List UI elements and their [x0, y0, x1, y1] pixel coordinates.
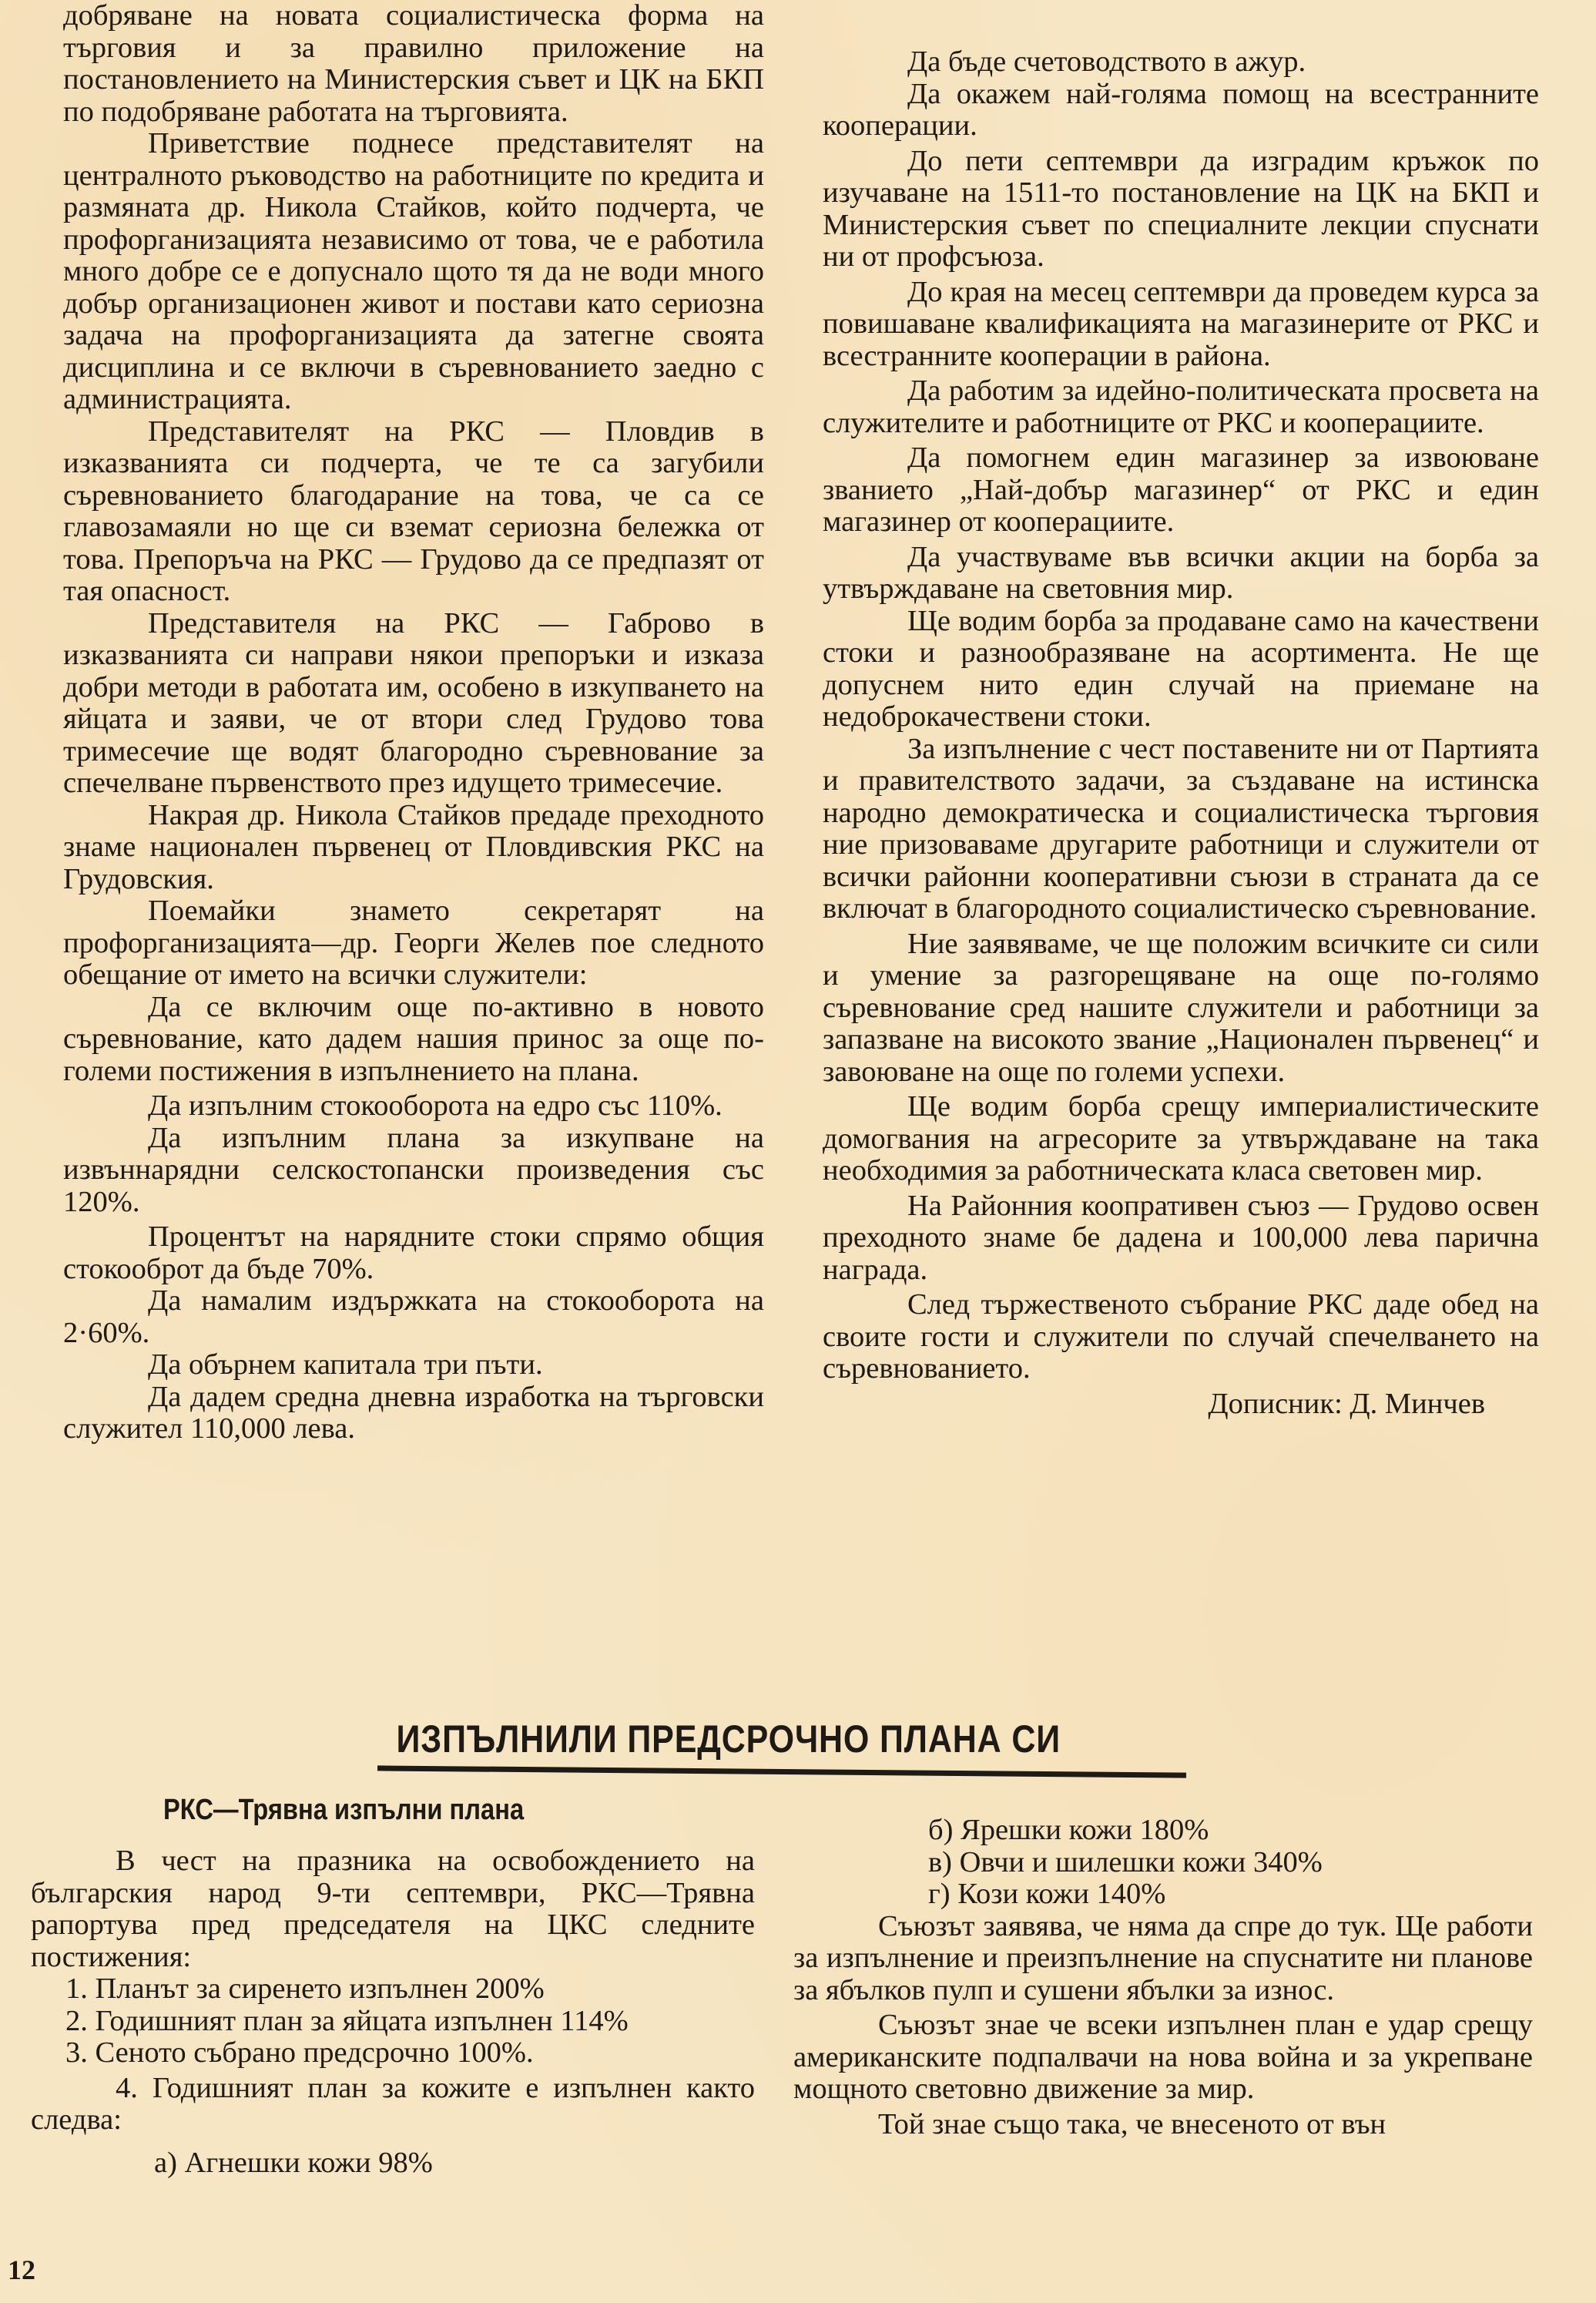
paragraph: Ще водим борба срещу империалистическите домогвания на агресорите за утвърждаване на така необходимия за работническата класа световен мир. [823, 1090, 1539, 1187]
paragraph: Представителят на РКС — Пловдив в изказванията си подчерта, че те са загубили съревнованието благодарание на това, че са се главозамаяли но ще си вземат сериозна бележка от това. Препоръча на РКС — Грудово да се предпазят от тая опасност. [63, 415, 764, 607]
article-left-column [63, 0, 764, 1445]
paragraph: Да се включим още по-активно в новото съревнование, като дадем нашия принос за още по-големи постижения в изпълнението на плана. [63, 990, 764, 1087]
paragraph: Накрая др. Никола Стайков предаде преходното знаме национален първенец от Пловдивския РКС на Грудовския. [63, 798, 764, 895]
heading-underline [377, 1765, 1186, 1778]
paragraph: Да изпълним стокооборота на едро със 110%. [148, 1089, 723, 1122]
paragraph: Процентът на нарядните стоки спрямо общия стокооброт да бъде 70%. [63, 1220, 764, 1285]
paragraph: Да участвуваме във всички акции на борба за утвърждаване на световния мир. [823, 540, 1539, 605]
article-right-column [823, 46, 1539, 1420]
sub-list-item: г) Кози кожи 140% [928, 1878, 1166, 1910]
sub-list-item: а) Агнешки кожи 98% [154, 2146, 433, 2179]
paragraph: Да обърнем капитала три пъти. [148, 1348, 543, 1381]
paragraph: Да изпълним плана за изкупване на извъннарядни селскостопански произведения със 120%. [63, 1121, 764, 1218]
list-item: 2. Годишният план за яйцата изпълнен 114% [65, 2004, 629, 2037]
section-heading: ИЗПЪЛНИЛИ ПРЕДСРОЧНО ПЛАНА СИ [396, 1717, 1061, 1761]
paragraph: До края на месец септември да проведем курса за повишаване квалификацията на магазинерите от РКС и всестранните кооперации в района. [823, 275, 1539, 372]
paragraph: След тържественото събрание РКС даде обед на своите гости и служители по случай спечелването на съревнованието. [823, 1288, 1539, 1385]
section-heading-block [377, 1717, 1194, 1774]
section-right-column [793, 1815, 1533, 2140]
paragraph: Съюзът заявява, че няма да спре до тук. Ще работи за изпълнение и преизпълнение на спуснатите ни планове за ябълков пулп и сушени ябълки за износ. [793, 1909, 1533, 2006]
author-signature: Дописник: Д. Минчев [1208, 1387, 1485, 1420]
paragraph: Съюзът знае че всеки изпълнен план е удар срещу американските подпалвачи на нова война и за укрепване мощното световно движение за мир. [793, 2009, 1533, 2105]
page-number: 12 [8, 2254, 35, 2285]
paragraph: За изпълнение с чест поставените ни от Партията и правителството задачи, за създаване на истинска народно демократическа и социалистическа търговия ние призоваваме другарите работници и служители от всички районни кооперативни съюзи в страната да се включат в благородното социалистическо съревнование. [823, 732, 1539, 925]
sub-heading: РКС—Трявна изпълни плана [163, 1794, 525, 1826]
paragraph: Той знае също така, че внесеното от вън [878, 2107, 1386, 2140]
paragraph: Ще водим борба за продаване само на качествени стоки и разнообразяване на асортимента. Не ще допуснем нито един случай на приемане на недоброкачествени стоки. [823, 604, 1539, 733]
paragraph: добряване на новата социалистическа форма на търговия и за правилно приложение на постановлението на Министерския съвет и ЦК на БКП по подобряване работата на търговията. [63, 0, 764, 128]
sub-list-item: б) Ярешки кожи 180% [928, 1814, 1209, 1846]
paragraph: Да окажем най-голяма помощ на всестранните кооперации. [823, 77, 1539, 142]
list-item: 4. Годишният план за кожите е изпълнен както следва: [31, 2071, 755, 2136]
list-item: 1. Планът за сиренето изпълнен 200% [65, 1972, 545, 2005]
paragraph: Приветствие поднесе представителят на централното ръководство на работниците по кредита и размяната др. Никола Стайков, който подчерта, че профорганизацията независимо от това, че е работила много добре се е допуснало щото тя да не води много добър организационен живот и постави като сериозна задача на профорганизацията да затегне своята дисциплина и се включи в съревнованието заедно с администрацията. [63, 127, 764, 415]
paragraph: Да намалим издържката на стокооборота на 2·60%. [63, 1284, 764, 1349]
sub-list-item: в) Овчи и шилешки кожи 340% [928, 1845, 1323, 1878]
paragraph: Поемайки знамето секретарят на профорганизацията—др. Георги Желев пое следното обещание от името на всички служители: [63, 895, 764, 991]
list-item: 3. Сеното събрано предсрочно 100%. [65, 2036, 534, 2069]
paragraph: До пети септември да изградим кръжок по изучаване на 1511-то постановление на ЦК на БКП и Министерския съвет по специалните лекции спуснати ни от профсъюза. [823, 144, 1539, 273]
paragraph: Да дадем средна дневна изработка на търговски служител 110,000 лева. [63, 1380, 764, 1445]
paragraph: Да бъде счетоводството в ажур. [907, 45, 1306, 78]
paragraph: Да помогнем един магазинер за извоюване званието „Най-добър магазинер“ от РКС и един магазинер от кооперациите. [823, 441, 1539, 538]
paragraph: Представителя на РКС — Габрово в изказванията си направи някои препоръки и изказа добри методи в работата им, особено в изкупването на яйцата и заяви, че от втори след Грудово това тримесечие ще водят благородно съревнование за спечелване първенството през идущето тримесечие. [63, 606, 764, 799]
paragraph: Ние заявяваме, че ще положим всичките си сили и умение за разгорещяване на още по-голямо съревнование сред нашите служители и работници за запазване на високото звание „Национален първенец“ и завоюване на още по големи успехи. [823, 927, 1539, 1088]
paragraph: Да работим за идейно-политическата просвета на служителите и работниците от РКС и кооперациите. [823, 374, 1539, 439]
paragraph: На Районния коопративен съюз — Грудово освен преходното знаме бе дадена и 100,000 лева парична награда. [823, 1189, 1539, 1286]
section-left-column [31, 1845, 755, 2179]
intro-paragraph: В чест на празника на освобождението на българския народ 9-ти септември, РКС—Трявна рапортува пред председателя на ЦКС следните постижения: [31, 1845, 755, 1973]
